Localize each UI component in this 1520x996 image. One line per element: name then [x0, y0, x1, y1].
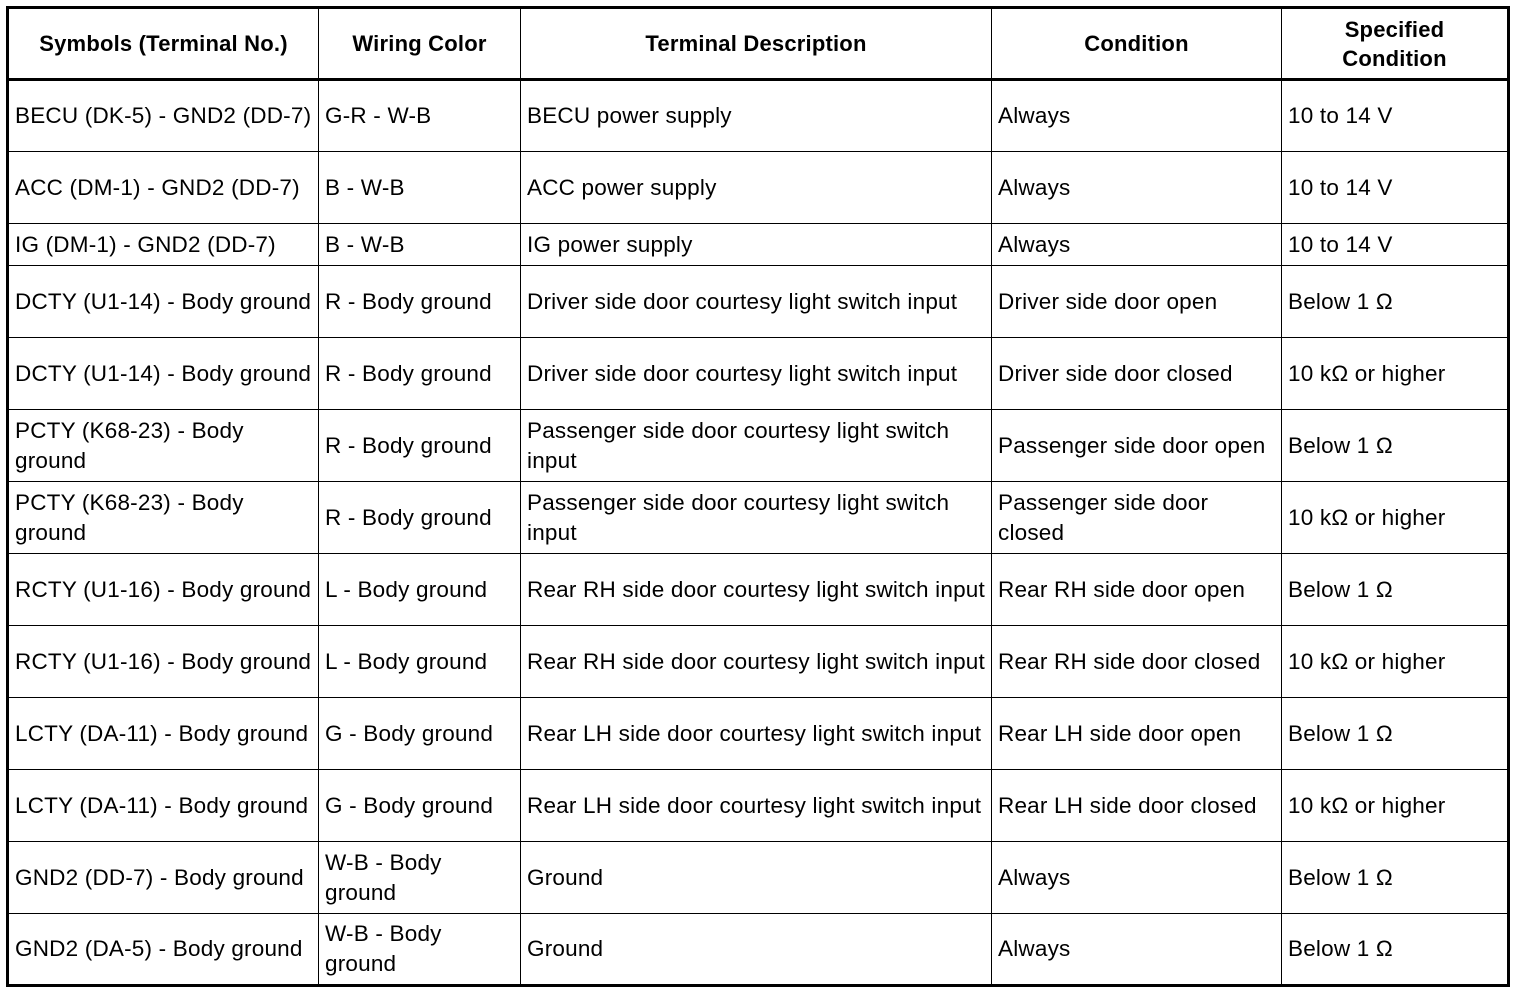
- table-row: [8, 152, 1509, 224]
- cell-condition: Passenger side door open: [992, 410, 1282, 482]
- cell-condition: Always: [992, 914, 1282, 986]
- cell-wiring-color: B - W-B: [319, 152, 521, 224]
- cell-wiring-color: R - Body ground: [319, 266, 521, 338]
- table-header: [8, 8, 1509, 80]
- table-row: [8, 224, 1509, 266]
- header-specified-condition: Specified Condition: [1282, 8, 1509, 80]
- cell-specified-condition: Below 1 Ω: [1282, 410, 1509, 482]
- header-wiring-color: Wiring Color: [319, 8, 521, 80]
- cell-terminal-description: Ground: [521, 842, 992, 914]
- cell-specified-condition: 10 to 14 V: [1282, 80, 1509, 152]
- table-row: [8, 770, 1509, 842]
- cell-condition: Always: [992, 224, 1282, 266]
- header-symbols: Symbols (Terminal No.): [8, 8, 319, 80]
- cell-wiring-color: W-B - Body ground: [319, 842, 521, 914]
- table-body: [8, 80, 1509, 986]
- cell-specified-condition: 10 kΩ or higher: [1282, 338, 1509, 410]
- cell-symbols: LCTY (DA-11) - Body ground: [8, 698, 319, 770]
- cell-terminal-description: Driver side door courtesy light switch input: [521, 338, 992, 410]
- cell-terminal-description: Rear RH side door courtesy light switch input: [521, 554, 992, 626]
- cell-symbols: DCTY (U1-14) - Body ground: [8, 338, 319, 410]
- cell-symbols: IG (DM-1) - GND2 (DD-7): [8, 224, 319, 266]
- cell-condition: Rear RH side door closed: [992, 626, 1282, 698]
- cell-specified-condition: Below 1 Ω: [1282, 554, 1509, 626]
- cell-condition: Always: [992, 842, 1282, 914]
- cell-symbols: GND2 (DD-7) - Body ground: [8, 842, 319, 914]
- cell-specified-condition: Below 1 Ω: [1282, 914, 1509, 986]
- cell-condition: Passenger side door closed: [992, 482, 1282, 554]
- cell-symbols: RCTY (U1-16) - Body ground: [8, 554, 319, 626]
- cell-wiring-color: L - Body ground: [319, 626, 521, 698]
- table-row: [8, 842, 1509, 914]
- cell-wiring-color: G-R - W-B: [319, 80, 521, 152]
- cell-terminal-description: Rear RH side door courtesy light switch input: [521, 626, 992, 698]
- terminal-spec-table: [6, 6, 1510, 987]
- table-row: [8, 80, 1509, 152]
- table-row: [8, 626, 1509, 698]
- table-row: [8, 914, 1509, 986]
- cell-specified-condition: 10 kΩ or higher: [1282, 626, 1509, 698]
- table-row: [8, 410, 1509, 482]
- cell-wiring-color: R - Body ground: [319, 410, 521, 482]
- cell-wiring-color: W-B - Body ground: [319, 914, 521, 986]
- header-row: [8, 8, 1509, 80]
- cell-terminal-description: Driver side door courtesy light switch input: [521, 266, 992, 338]
- cell-condition: Always: [992, 152, 1282, 224]
- cell-wiring-color: G - Body ground: [319, 770, 521, 842]
- cell-condition: Rear LH side door closed: [992, 770, 1282, 842]
- cell-specified-condition: Below 1 Ω: [1282, 698, 1509, 770]
- cell-terminal-description: IG power supply: [521, 224, 992, 266]
- cell-condition: Driver side door closed: [992, 338, 1282, 410]
- cell-symbols: PCTY (K68-23) - Body ground: [8, 482, 319, 554]
- cell-terminal-description: BECU power supply: [521, 80, 992, 152]
- cell-terminal-description: Passenger side door courtesy light switch input: [521, 482, 992, 554]
- cell-terminal-description: Rear LH side door courtesy light switch input: [521, 770, 992, 842]
- header-condition: Condition: [992, 8, 1282, 80]
- table-row: [8, 482, 1509, 554]
- cell-specified-condition: 10 to 14 V: [1282, 152, 1509, 224]
- cell-specified-condition: 10 kΩ or higher: [1282, 770, 1509, 842]
- cell-condition: Rear LH side door open: [992, 698, 1282, 770]
- cell-terminal-description: ACC power supply: [521, 152, 992, 224]
- cell-symbols: DCTY (U1-14) - Body ground: [8, 266, 319, 338]
- cell-symbols: PCTY (K68-23) - Body ground: [8, 410, 319, 482]
- table-row: [8, 266, 1509, 338]
- cell-condition: Always: [992, 80, 1282, 152]
- cell-specified-condition: 10 to 14 V: [1282, 224, 1509, 266]
- cell-symbols: ACC (DM-1) - GND2 (DD-7): [8, 152, 319, 224]
- cell-wiring-color: L - Body ground: [319, 554, 521, 626]
- table-row: [8, 698, 1509, 770]
- cell-wiring-color: R - Body ground: [319, 482, 521, 554]
- cell-condition: Rear RH side door open: [992, 554, 1282, 626]
- cell-symbols: RCTY (U1-16) - Body ground: [8, 626, 319, 698]
- cell-symbols: GND2 (DA-5) - Body ground: [8, 914, 319, 986]
- table-row: [8, 554, 1509, 626]
- cell-condition: Driver side door open: [992, 266, 1282, 338]
- cell-specified-condition: Below 1 Ω: [1282, 266, 1509, 338]
- cell-symbols: LCTY (DA-11) - Body ground: [8, 770, 319, 842]
- table-row: [8, 338, 1509, 410]
- cell-wiring-color: R - Body ground: [319, 338, 521, 410]
- cell-terminal-description: Passenger side door courtesy light switch input: [521, 410, 992, 482]
- cell-symbols: BECU (DK-5) - GND2 (DD-7): [8, 80, 319, 152]
- cell-specified-condition: Below 1 Ω: [1282, 842, 1509, 914]
- cell-terminal-description: Rear LH side door courtesy light switch input: [521, 698, 992, 770]
- cell-wiring-color: G - Body ground: [319, 698, 521, 770]
- header-terminal-description: Terminal Description: [521, 8, 992, 80]
- cell-terminal-description: Ground: [521, 914, 992, 986]
- cell-specified-condition: 10 kΩ or higher: [1282, 482, 1509, 554]
- cell-wiring-color: B - W-B: [319, 224, 521, 266]
